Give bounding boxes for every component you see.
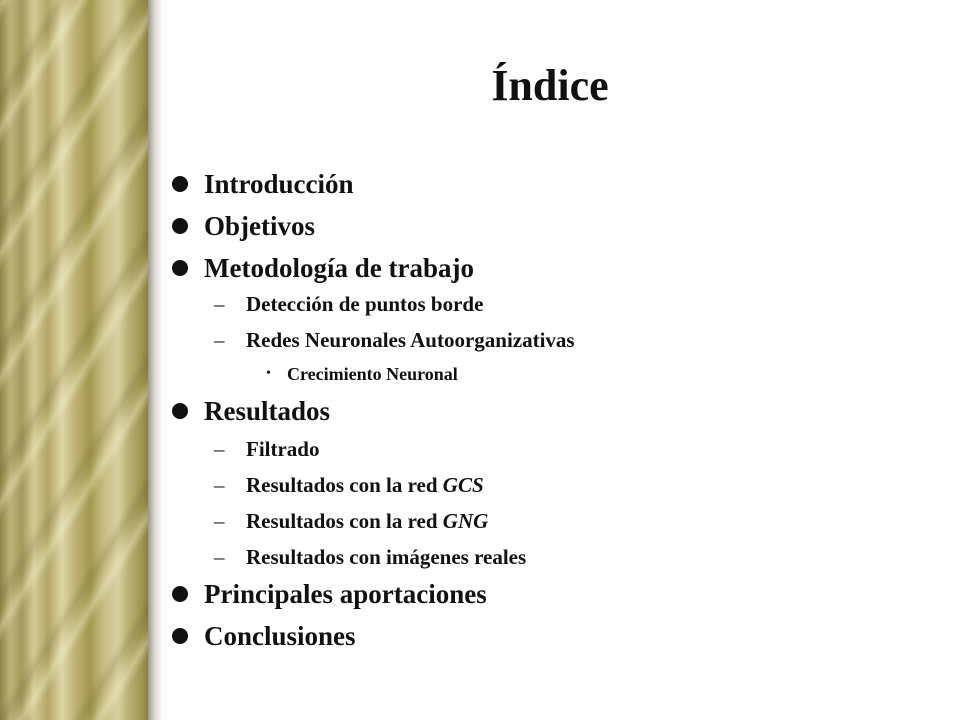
list-item-label: Redes Neuronales Autoorganizativas xyxy=(246,328,575,352)
list-subitem-deteccion xyxy=(214,291,894,317)
list-item-aportaciones xyxy=(172,578,872,610)
list-item-label: Conclusiones xyxy=(204,621,356,651)
list-subitem-imagenes-reales xyxy=(214,544,894,570)
list-item-emphasis: GCS xyxy=(442,473,484,497)
list-subitem-gng xyxy=(214,508,894,534)
list-item-label: Detección de puntos borde xyxy=(246,292,484,316)
list-item-introduccion xyxy=(172,168,872,200)
dash-icon: – xyxy=(214,509,225,533)
list-item-text: Resultados con la red xyxy=(246,473,443,497)
dot-icon: • xyxy=(266,366,271,381)
bullet-icon xyxy=(172,403,188,419)
slide-title: Índice xyxy=(491,61,609,110)
bullet-icon xyxy=(172,218,188,234)
list-item-label xyxy=(246,508,488,534)
list-item-label xyxy=(246,472,484,498)
list-subitem-filtrado xyxy=(214,436,894,462)
list-item-objetivos xyxy=(172,210,872,242)
dash-icon: – xyxy=(214,545,225,569)
dash-icon: – xyxy=(214,473,225,497)
list-item-label: Objetivos xyxy=(204,211,315,241)
bullet-icon xyxy=(172,586,188,602)
list-item-metodologia xyxy=(172,252,872,284)
list-item-text: Resultados con la red xyxy=(246,509,443,533)
list-subitem-redes xyxy=(214,327,894,353)
dash-icon: – xyxy=(214,328,225,352)
list-item-label: Resultados xyxy=(204,396,331,426)
list-item-label: Filtrado xyxy=(246,437,320,461)
list-subsubitem-crecimiento xyxy=(266,363,886,385)
list-item-label: Introducción xyxy=(204,169,354,199)
bullet-icon xyxy=(172,628,188,644)
bullet-icon xyxy=(172,260,188,276)
list-item-label: Crecimiento Neuronal xyxy=(287,364,458,384)
list-item-label: Principales aportaciones xyxy=(204,579,487,609)
dash-icon: – xyxy=(214,292,225,316)
list-item-label: Metodología de trabajo xyxy=(204,253,474,283)
list-item-label: Resultados con imágenes reales xyxy=(246,545,527,569)
list-item-resultados xyxy=(172,395,872,427)
dash-icon: – xyxy=(214,437,225,461)
bullet-icon xyxy=(172,176,188,192)
list-subitem-gcs xyxy=(214,472,894,498)
list-item-emphasis: GNG xyxy=(442,509,489,533)
list-item-conclusiones xyxy=(172,620,872,652)
